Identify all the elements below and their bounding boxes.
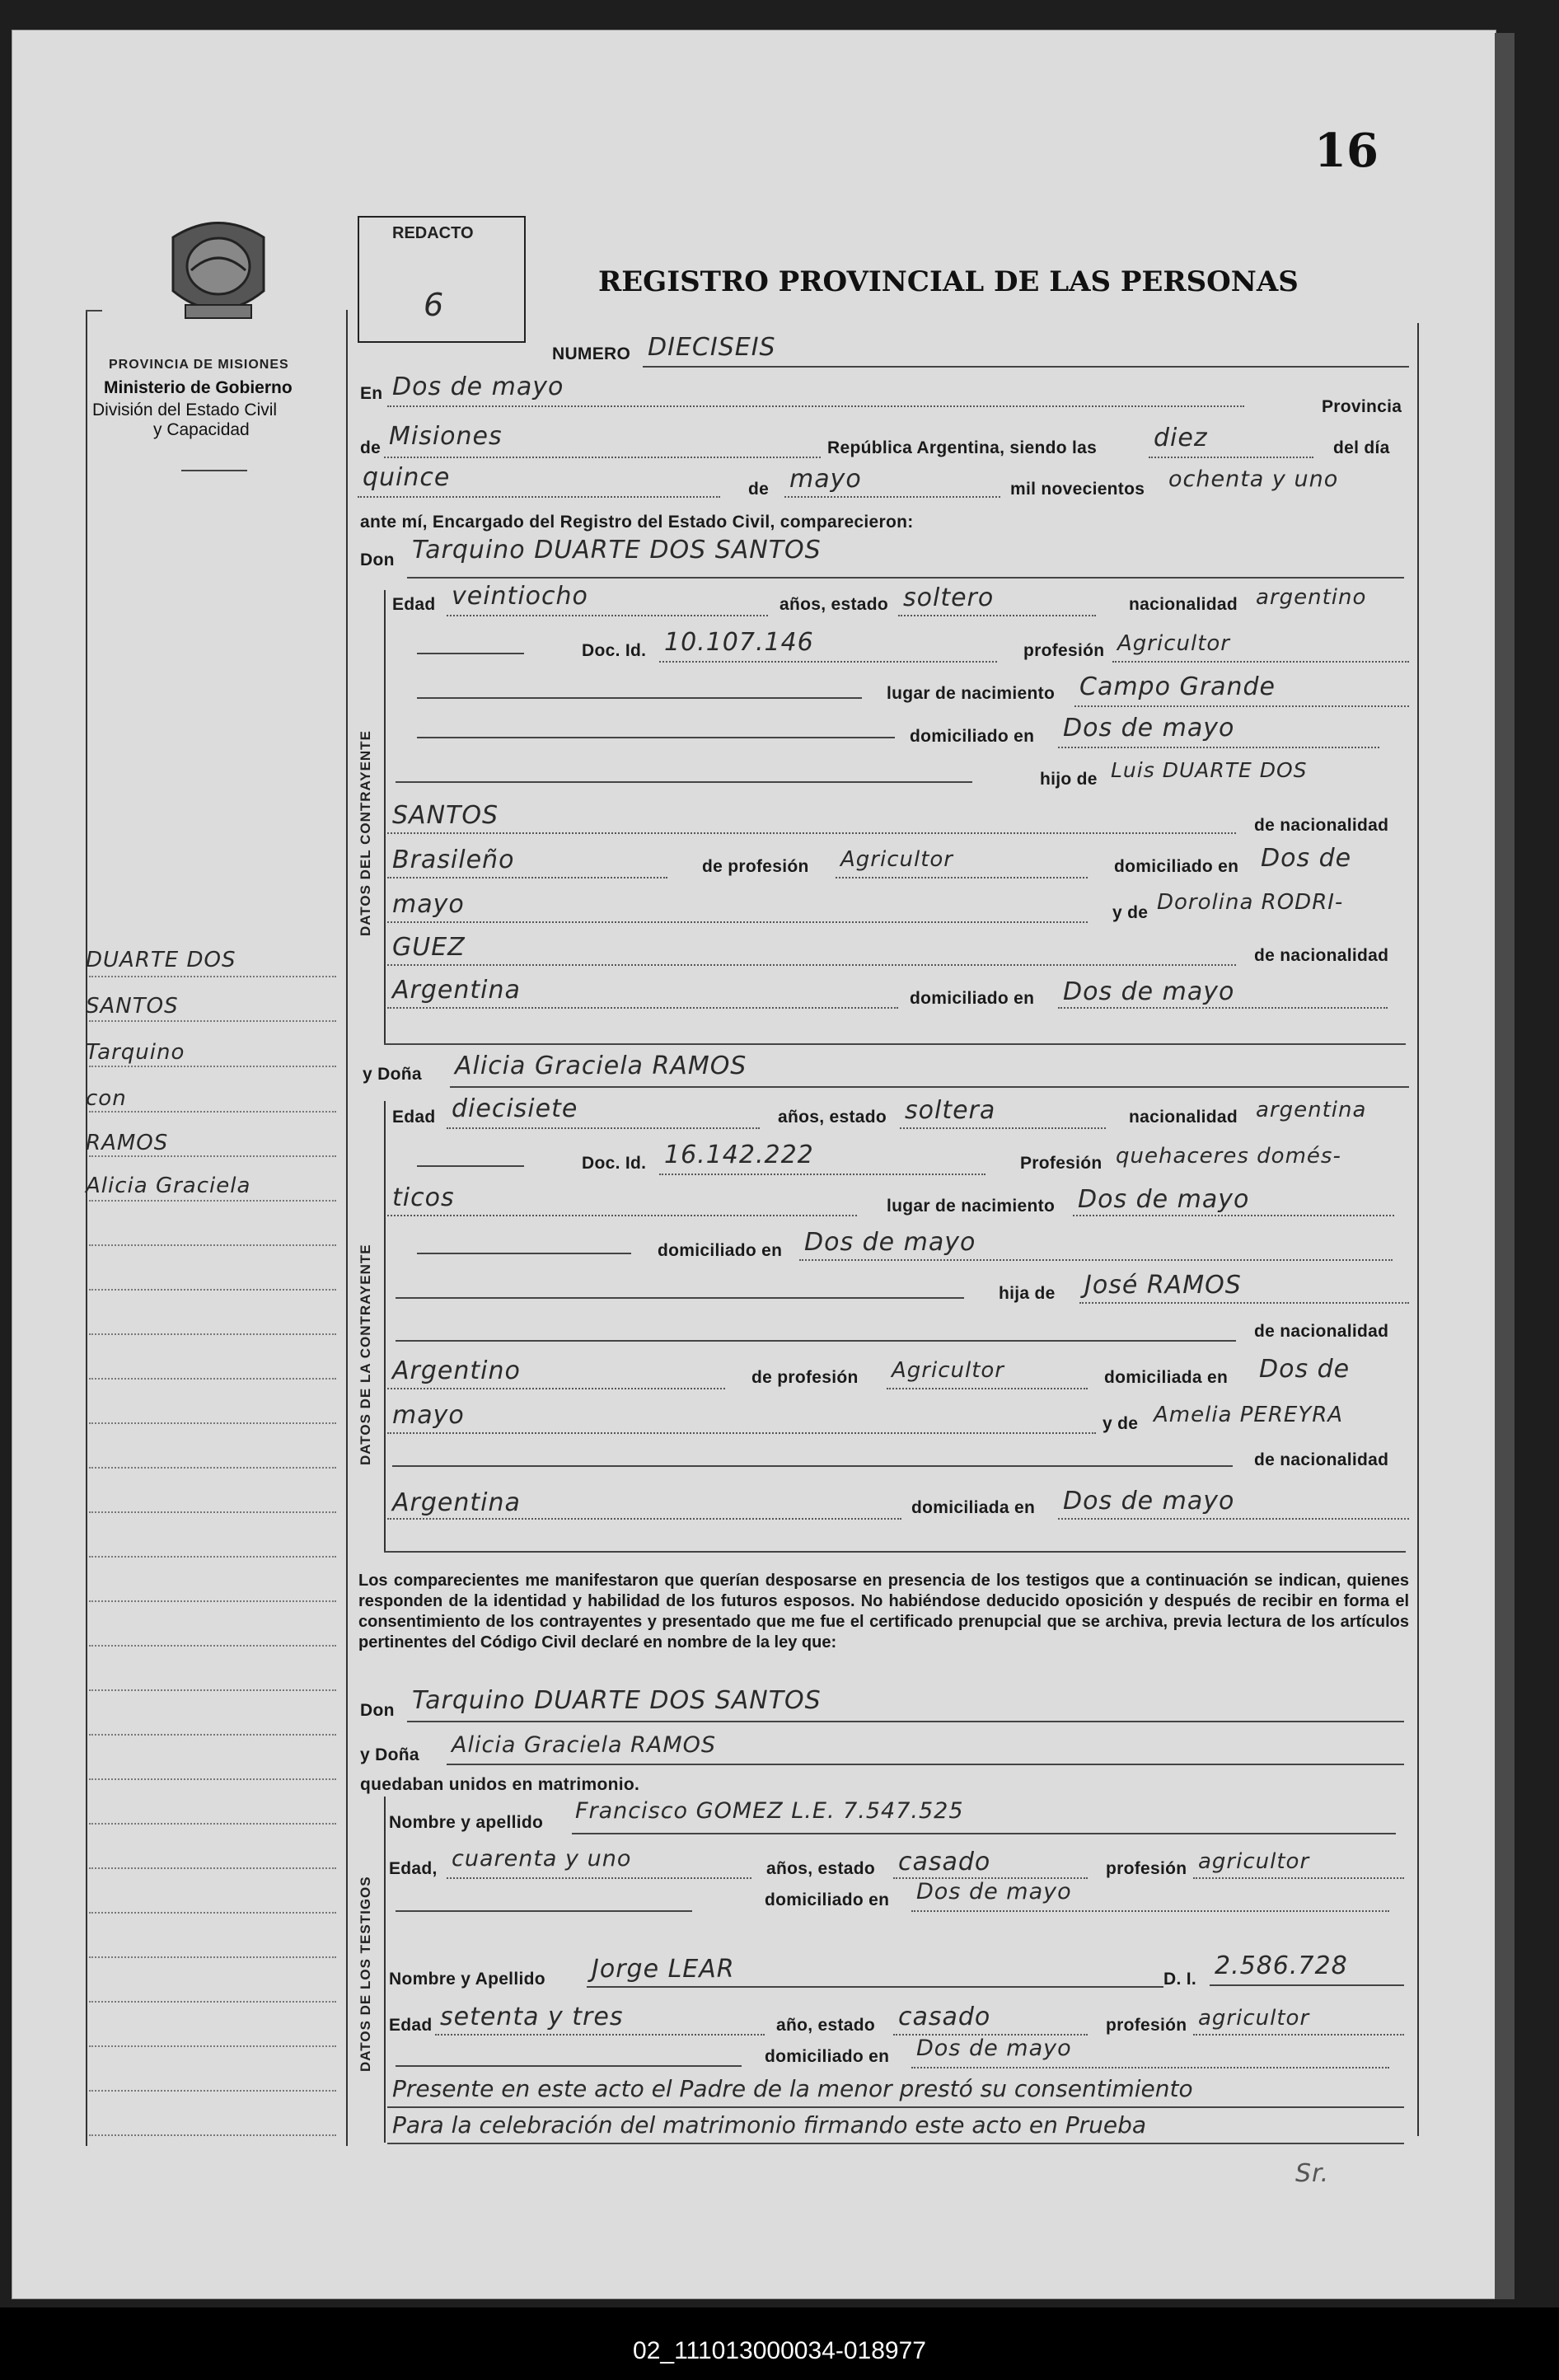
a-madre-dom-line <box>1058 1518 1409 1520</box>
a-padre-prof-line <box>887 1388 1088 1389</box>
a-prof-label: Profesión <box>1020 1154 1103 1173</box>
margin-note-4: con <box>86 1086 127 1111</box>
margin-line <box>89 1422 336 1424</box>
t2-dom-line <box>911 2067 1389 2068</box>
de-value: Misiones <box>389 422 503 451</box>
mil-label: mil novecientos <box>1010 480 1145 499</box>
a-nac-value: argentina <box>1256 1098 1367 1122</box>
a-madre-nac-value: Argentina <box>392 1488 521 1517</box>
t1-dom-lead <box>396 1910 692 1912</box>
margin-line <box>89 2090 336 2092</box>
a-padre-dom2-value: mayo <box>392 1401 465 1430</box>
t1-dom-line <box>911 1910 1389 1912</box>
c-doc-label: Doc. Id. <box>582 641 647 660</box>
republica-label: República Argentina, siendo las <box>827 438 1098 457</box>
a-padre-prof-value: Agricultor <box>892 1358 1004 1383</box>
a-edad-label: Edad <box>392 1108 436 1127</box>
a-padre-line <box>1079 1302 1409 1304</box>
org-line-4: y Capacidad <box>153 420 250 439</box>
c-madre2-value: GUEZ <box>392 933 466 962</box>
a-de-prof-label: de profesión <box>751 1368 859 1387</box>
margin-line <box>89 1912 336 1914</box>
c-padre-dom-value: Dos de <box>1261 844 1352 873</box>
margin-line <box>89 2001 336 2003</box>
nota-line-1: Presente en este acto el Padre de la menor prestó su consentimiento <box>392 2075 1193 2102</box>
t2-estado-label: año, estado <box>776 2016 875 2035</box>
decl-don-line <box>407 1721 1404 1722</box>
margin-line <box>89 1689 336 1691</box>
decl-unidos: quedaban unidos en matrimonio. <box>360 1775 640 1794</box>
numero-line <box>643 366 1409 368</box>
testigos-rule <box>384 1797 386 2143</box>
c-madre-nac-line <box>387 1007 898 1009</box>
t2-prof-label: profesión <box>1106 2016 1187 2035</box>
hora-line <box>1149 457 1313 458</box>
nota-rule-2 <box>387 2143 1404 2144</box>
c-padre-nac-value: Brasileño <box>392 846 515 874</box>
t1-prof-label: profesión <box>1106 1859 1187 1878</box>
margin-column-rule <box>346 310 348 2146</box>
nota-line-2: Para la celebración del matrimonio firmando este acto en Prueba <box>392 2111 1147 2139</box>
c-madre-value: Dorolina RODRI- <box>1157 890 1344 915</box>
y-dona-label: y Doña <box>363 1065 422 1084</box>
a-hija-lead <box>396 1297 964 1299</box>
contrayente-bottom-rule <box>384 1043 1406 1045</box>
a-madre-dom-value: Dos de mayo <box>1063 1487 1235 1516</box>
t2-di-value: 2.586.728 <box>1215 1951 1348 1980</box>
a-de-nac-label: de nacionalidad <box>1254 1322 1389 1341</box>
numero-value: DIECISEIS <box>648 333 776 362</box>
en-line <box>387 405 1244 407</box>
margin-line <box>89 1734 336 1736</box>
contrayente-section-label: DATOS DEL CONTRAYENTE <box>358 730 373 936</box>
hora-value: diez <box>1154 424 1208 452</box>
a-padre-dom-label: domiciliada en <box>1104 1368 1229 1387</box>
t2-prof-value: agricultor <box>1198 2006 1310 2031</box>
dia-line-2 <box>358 496 720 498</box>
c-prof-value: Agricultor <box>1117 631 1230 656</box>
don-line <box>407 577 1404 579</box>
c-doc-line <box>659 661 997 663</box>
a-lugar-label: lugar de nacimiento <box>887 1197 1056 1216</box>
mes-line <box>784 496 1000 498</box>
t1-edad-value: cuarenta y uno <box>452 1846 632 1872</box>
t1-estado-value: casado <box>898 1848 991 1876</box>
y-dona-value: Alicia Graciela RAMOS <box>455 1052 747 1080</box>
t2-dom-value: Dos de mayo <box>916 2036 1072 2061</box>
margin-note-6: Alicia Graciela <box>86 1174 251 1198</box>
a-de-nac2-label: de nacionalidad <box>1254 1450 1389 1469</box>
redacto-value: 6 <box>424 287 445 323</box>
org-divider <box>181 470 247 471</box>
c-prof-line <box>1112 661 1409 663</box>
de2-label: de <box>748 480 770 499</box>
register-title: REGISTRO PROVINCIAL DE LAS PERSONAS <box>598 265 1299 298</box>
decl-don-label: Don <box>360 1701 395 1720</box>
decl-don-value: Tarquino DUARTE DOS SANTOS <box>412 1686 822 1715</box>
c-hijo-label: hijo de <box>1040 770 1098 789</box>
org-line-3: División del Estado Civil <box>92 401 278 419</box>
margin-top-rule <box>86 310 102 312</box>
a-padre-value: José RAMOS <box>1084 1271 1242 1300</box>
margin-line <box>89 1378 336 1380</box>
margin-note-2: SANTOS <box>86 994 179 1019</box>
t1-prof-line <box>1193 1877 1404 1879</box>
a-padre-nac-line <box>387 1388 725 1389</box>
c-estado-line <box>898 615 1096 616</box>
margin-line <box>89 1956 336 1958</box>
a-doc-lead <box>417 1165 524 1167</box>
de-label: de <box>360 438 382 457</box>
margin-line <box>89 976 336 977</box>
testigos-section-label: DATOS DE LOS TESTIGOS <box>358 1876 373 2072</box>
a-doc-label: Doc. Id. <box>582 1154 647 1173</box>
margin-line <box>89 1556 336 1558</box>
c-edad-line <box>447 615 768 616</box>
a-yde-label: y de <box>1103 1414 1139 1433</box>
margin-line <box>89 1066 336 1067</box>
c-lugar-label: lugar de nacimiento <box>887 684 1056 703</box>
c-madre-dom-label: domiciliado en <box>910 989 1035 1008</box>
c-padre2-line <box>387 832 1236 834</box>
a-dom-lead <box>417 1253 631 1254</box>
c-padre-prof-line <box>836 877 1088 878</box>
don-label: Don <box>360 550 395 569</box>
c-padre-value: Luis DUARTE DOS <box>1111 758 1308 782</box>
don-value: Tarquino DUARTE DOS SANTOS <box>412 536 822 565</box>
a-madre-nac-lead <box>392 1465 1233 1467</box>
t1-prof-value: agricultor <box>1198 1849 1310 1874</box>
decl-dona-line <box>447 1764 1404 1765</box>
c-hijo-lead <box>396 781 972 783</box>
c-lugar-value: Campo Grande <box>1079 672 1276 701</box>
margin-line <box>89 1511 336 1513</box>
page-number: 16 <box>1314 124 1379 178</box>
declaration-text: Los comparecientes me manifestaron que querían desposarse en presencia de los testigos que a continuación se indican, quienes responden de la identidad y habilidad de los futuros esposos. No habiéndose deducido oposición y después de recibir en forma el consentimiento de los contrayentes y presentado que me fue el certificado prenupcial que se archiva, previa lectura de los artículos pertinentes del Código Civil declaré en nombre de la ley que: <box>358 1572 1409 1651</box>
t2-prof-line <box>1193 2034 1404 2036</box>
a-dom-label: domiciliado en <box>658 1241 783 1260</box>
margin-note-3: Tarquino <box>86 1040 185 1065</box>
y-dona-line <box>450 1086 1409 1088</box>
margin-line <box>89 1333 336 1335</box>
c-yde-label: y de <box>1112 903 1149 922</box>
a-madre-value: Amelia PEREYRA <box>1154 1403 1344 1427</box>
c-lugar-lead <box>417 697 862 699</box>
provincia-label: Provincia <box>1322 397 1402 416</box>
a-prof2-line <box>387 1215 857 1216</box>
a-doc-value: 16.142.222 <box>664 1141 814 1169</box>
t2-di-label: D. I. <box>1163 1970 1197 1989</box>
c-nac-value: argentino <box>1256 585 1367 610</box>
a-padre-dom2-line <box>387 1432 1096 1434</box>
image-caption: 02_111013000034-018977 <box>633 2337 926 2364</box>
margin-line <box>89 1200 336 1202</box>
t2-estado-value: casado <box>898 2003 991 2031</box>
a-dom-line <box>799 1259 1393 1261</box>
contrayenta-bottom-rule <box>384 1551 1406 1553</box>
contrayenta-section-label: DATOS DE LA CONTRAYENTE <box>358 1244 373 1465</box>
right-frame-rule <box>1417 323 1419 2136</box>
margin-line <box>89 1823 336 1825</box>
c-madre2-line <box>387 964 1236 966</box>
c-padre-dom2-line <box>387 921 1088 923</box>
margin-line <box>89 1867 336 1869</box>
contrayente-rule <box>384 590 386 1045</box>
t2-dom-label: domiciliado en <box>765 2047 890 2066</box>
footer-mark: Sr. <box>1295 2159 1330 2188</box>
t2-dom-lead <box>396 2065 742 2067</box>
a-prof2-value: ticos <box>392 1183 455 1212</box>
c-de-nac2-label: de nacionalidad <box>1254 946 1389 965</box>
a-prof-value: quehaceres domés- <box>1116 1144 1341 1169</box>
c-lugar-line <box>1074 705 1409 707</box>
margin-line <box>89 1111 336 1113</box>
a-madre-nac-line <box>387 1518 901 1520</box>
c-de-prof-label: de profesión <box>702 857 809 876</box>
left-margin-rule <box>86 310 87 2146</box>
t1-edad-label: Edad, <box>389 1859 438 1878</box>
margin-line <box>89 2134 336 2136</box>
c-edad-label: Edad <box>392 595 436 614</box>
redacto-box <box>358 216 526 343</box>
margin-note-1: DUARTE DOS <box>86 948 236 972</box>
c-madre-dom-line <box>1058 1007 1388 1009</box>
a-nac-label: nacionalidad <box>1129 1108 1238 1127</box>
a-nac-lead <box>396 1340 1236 1342</box>
c-madre-dom-value: Dos de mayo <box>1063 977 1235 1006</box>
c-padre-dom-label: domiciliado en <box>1114 857 1239 876</box>
org-line-2: Ministerio de Gobierno <box>104 378 293 397</box>
a-padre-dom-value: Dos de <box>1259 1355 1351 1384</box>
c-madre-nac-value: Argentina <box>392 976 521 1005</box>
t1-nombre-line <box>572 1833 1396 1834</box>
margin-note-5: RAMOS <box>86 1131 169 1155</box>
decl-dona-label: y Doña <box>360 1745 419 1764</box>
redacto-label: REDACTO <box>392 224 474 242</box>
c-dom-line <box>1058 747 1379 748</box>
t1-nombre-label: Nombre y apellido <box>389 1813 544 1832</box>
margin-line <box>89 1289 336 1291</box>
decl-dona-value: Alicia Graciela RAMOS <box>452 1732 717 1758</box>
a-edad-value: diecisiete <box>452 1094 578 1123</box>
contrayenta-rule <box>384 1101 386 1553</box>
a-estado-line <box>900 1127 1106 1129</box>
book-edge <box>1495 33 1515 2299</box>
t2-edad-line <box>435 2034 765 2036</box>
margin-line <box>89 1155 336 1157</box>
c-padre-nac-line <box>387 877 667 878</box>
c-doc-value: 10.107.146 <box>664 628 814 657</box>
dia-value: quince <box>363 463 451 492</box>
c-dom-label: domiciliado en <box>910 727 1035 746</box>
t1-edad-line <box>447 1877 751 1879</box>
c-padre2-value: SANTOS <box>392 801 499 830</box>
c-prof-label: profesión <box>1023 641 1105 660</box>
margin-line <box>89 1778 336 1780</box>
de-line <box>384 457 821 458</box>
margin-line <box>89 1020 336 1022</box>
c-nac-label: nacionalidad <box>1129 595 1238 614</box>
a-madre-dom-label: domiciliada en <box>911 1498 1036 1517</box>
margin-line <box>89 1600 336 1602</box>
a-padre-nac-value: Argentino <box>392 1356 521 1385</box>
anio-value: ochenta y uno <box>1168 466 1339 492</box>
ante-label: ante mí, Encargado del Registro del Estado Civil, comparecieron: <box>360 513 914 532</box>
t1-nombre-value: Francisco GOMEZ L.E. 7.547.525 <box>575 1798 964 1824</box>
t2-nombre-value: Jorge LEAR <box>592 1955 735 1984</box>
a-dom-value: Dos de mayo <box>804 1228 976 1257</box>
province-seal <box>165 213 272 328</box>
t2-nombre-line <box>587 1986 1163 1988</box>
a-lugar-line <box>1073 1215 1394 1216</box>
t1-dom-label: domiciliado en <box>765 1890 890 1909</box>
c-padre-dom2-value: mayo <box>392 890 465 919</box>
margin-line <box>89 1645 336 1647</box>
a-hija-label: hija de <box>999 1284 1056 1303</box>
c-padre-prof-value: Agricultor <box>840 847 953 872</box>
mes-value: mayo <box>789 465 862 494</box>
t2-di-line <box>1210 1984 1404 1986</box>
c-edad-value: veintiocho <box>452 582 588 611</box>
del-dia-label: del día <box>1333 438 1390 457</box>
a-edad-line <box>447 1127 760 1129</box>
t1-dom-value: Dos de mayo <box>916 1879 1072 1904</box>
a-doc-line <box>659 1174 985 1175</box>
en-label: En <box>360 384 383 403</box>
t1-estado-label: años, estado <box>766 1859 875 1878</box>
c-de-nac-label: de nacionalidad <box>1254 816 1389 835</box>
org-line-1: PROVINCIA DE MISIONES <box>109 358 289 372</box>
numero-label: NUMERO <box>552 344 631 363</box>
en-value: Dos de mayo <box>392 372 564 401</box>
c-dom-lead <box>417 737 895 738</box>
c-doc-lead <box>417 653 524 654</box>
a-lugar-value: Dos de mayo <box>1078 1185 1250 1214</box>
margin-line <box>89 1244 336 1246</box>
t2-nombre-label: Nombre y Apellido <box>389 1970 545 1989</box>
c-dom-value: Dos de mayo <box>1063 714 1235 743</box>
margin-line <box>89 2045 336 2047</box>
a-estado-value: soltera <box>905 1096 996 1125</box>
a-estado-label: años, estado <box>778 1108 887 1127</box>
t2-edad-value: setenta y tres <box>440 2003 624 2031</box>
c-estado-value: soltero <box>903 583 995 612</box>
t2-edad-label: Edad <box>389 2016 433 2035</box>
nota-rule-1 <box>387 2106 1404 2108</box>
c-estado-label: años, estado <box>780 595 888 614</box>
margin-line <box>89 1467 336 1469</box>
